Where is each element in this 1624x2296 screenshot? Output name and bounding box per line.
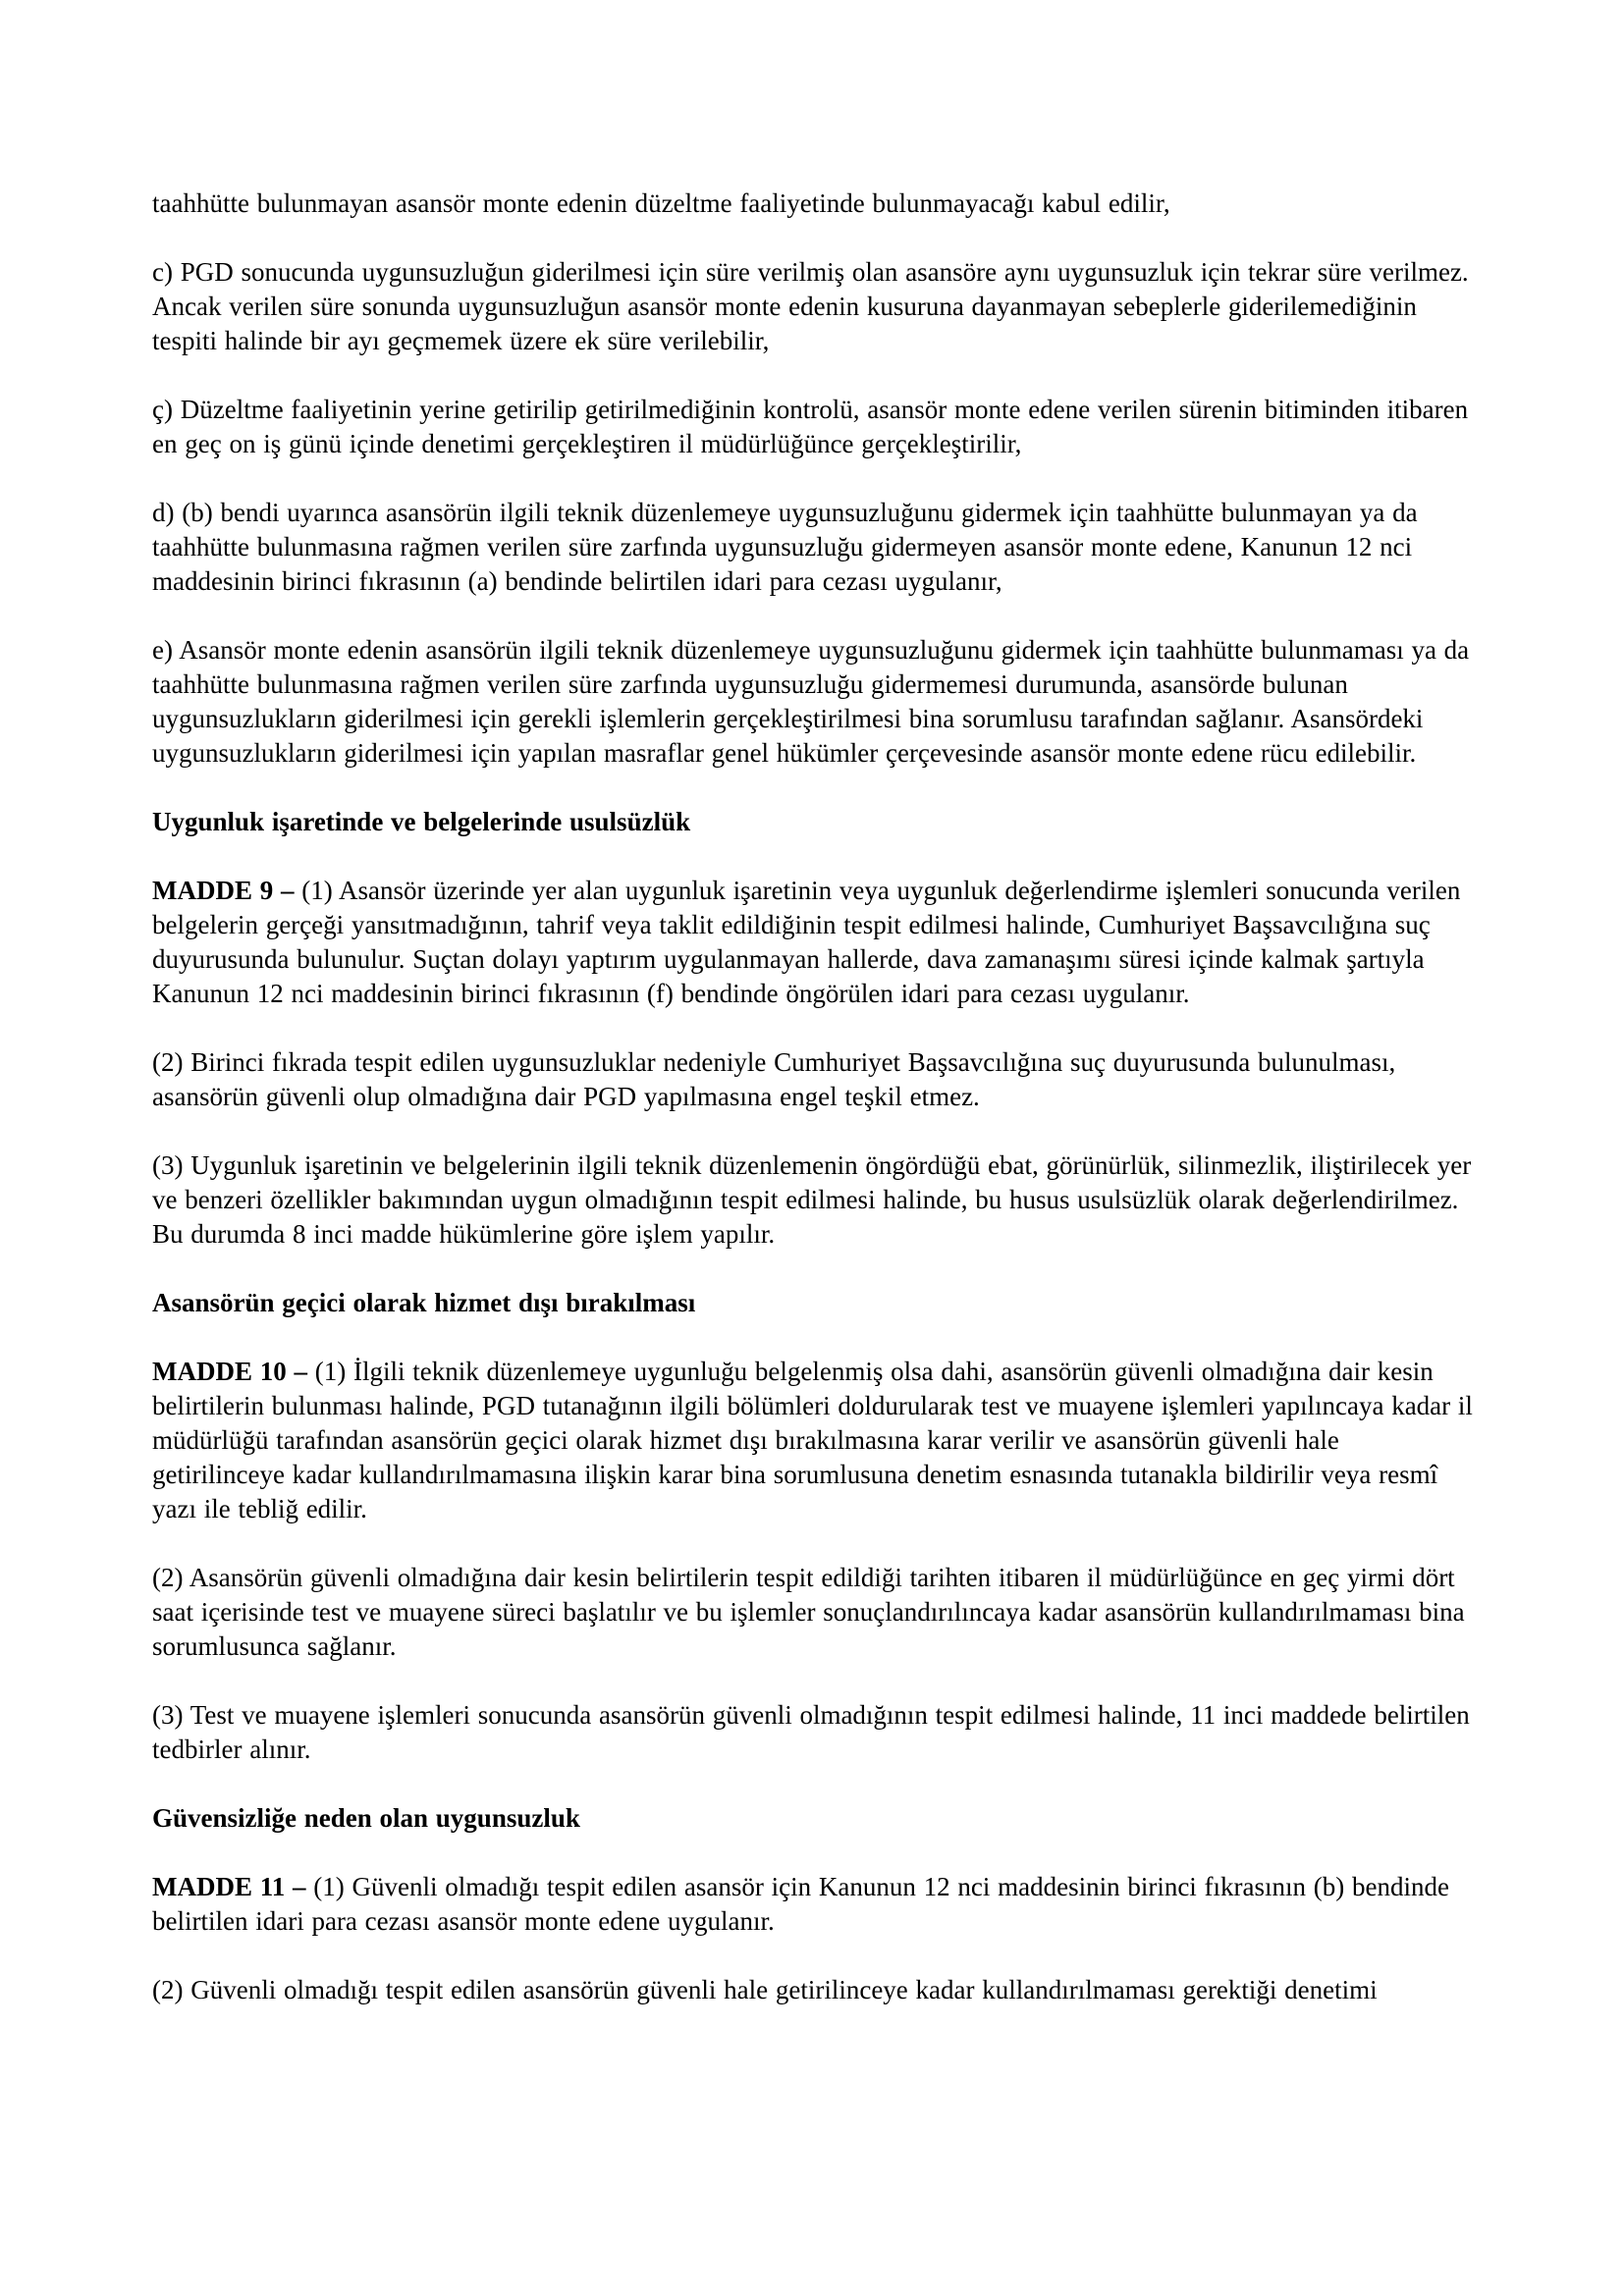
paragraph: e) Asansör monte edenin asansörün ilgili teknik düzenlemeye uygunsuzluğunu gidermek için taahhütte bulunmaması ya da taahhütte bulunmasına rağmen verilen süre zarfında uygunsuzluğu gidermemesi durumunda, asansörde bulunan uygunsuzlukların giderilmesi için gerekli işlemlerin gerçekleştirilmesi bina sorumlusu tarafından sağlanır. Asansördeki uygunsuzlukların giderilmesi için yapılan masraflar genel hükümler çerçevesinde asansör monte edene rücu edilebilir. [152, 635, 1470, 768]
paragraph: MADDE 10 – (1) İlgili teknik düzenlemeye uygunluğu belgelenmiş olsa dahi, asansörün güvenli olmadığına dair kesin belirtilerin bulunması halinde, PGD tutanağının ilgili bölümleri doldurularak test ve muayene işlemleri yapılıncaya kadar il müdürlüğü tarafından asansörün geçici olarak hizmet dışı bırakılmasına karar verilir ve asansörün güvenli hale getirilinceye kadar kullandırılmamasına ilişkin karar bina sorumlusuna denetim esnasında tutanakla bildirilir veya resmî yazı ile tebliğ edilir. [152, 1357, 1473, 1523]
article-number: MADDE 11 – [152, 1872, 314, 1901]
paragraph: (2) Güvenli olmadığı tespit edilen asansörün güvenli hale getirilinceye kadar kullandırılmaması gerektiği denetimi [152, 1975, 1378, 2004]
paragraph: d) (b) bendi uyarınca asansörün ilgili teknik düzenlemeye uygunsuzluğunu gidermek için taahhütte bulunmayan ya da taahhütte bulunmasına rağmen verilen süre zarfında uygunsuzluğu gidermeyen asansör monte edene, Kanunun 12 nci maddesinin birinci fıkrasının (a) bendinde belirtilen idari para cezası uygulanır, [152, 498, 1418, 596]
section-heading: Uygunluk işaretinde ve belgelerinde usulsüzlük [152, 807, 691, 836]
paragraph: MADDE 9 – (1) Asansör üzerinde yer alan uygunluk işaretinin veya uygunluk değerlendirme işlemleri sonucunda verilen belgelerin gerçeği yansıtmadığının, tahrif veya taklit edildiğinin tespit edilmesi halinde, Cumhuriyet Başsavcılığına suç duyurusunda bulunulur. Suçtan dolayı yaptırım uygulanmayan hallerde, dava zamanaşımı süresi içinde kalmak şartıyla Kanunun 12 nci maddesinin birinci fıkrasının (f) bendinde öngörülen idari para cezası uygulanır. [152, 876, 1461, 1008]
paragraph: (2) Asansörün güvenli olmadığına dair kesin belirtilerin tespit edildiği tarihten itibaren il müdürlüğünce en geç yirmi dört saat içerisinde test ve muayene süreci başlatılır ve bu işlemler sonuçlandırılıncaya kadar asansörün kullandırılmaması bina sorumlusunca sağlanır. [152, 1563, 1465, 1661]
article-number: MADDE 10 – [152, 1357, 315, 1386]
document-body [152, 187, 1479, 2007]
paragraph: (3) Test ve muayene işlemleri sonucunda asansörün güvenli olmadığının tespit edilmesi halinde, 11 inci maddede belirtilen tedbirler alınır. [152, 1700, 1470, 1764]
paragraph: (2) Birinci fıkrada tespit edilen uygunsuzluklar nedeniyle Cumhuriyet Başsavcılığına suç duyurusunda bulunulması, asansörün güvenli olup olmadığına dair PGD yapılmasına engel teşkil etmez. [152, 1047, 1396, 1111]
section-heading: Asansörün geçici olarak hizmet dışı bırakılması [152, 1288, 696, 1317]
paragraph: MADDE 11 – (1) Güvenli olmadığı tespit edilen asansör için Kanunun 12 nci maddesinin birinci fıkrasının (b) bendinde belirtilen idari para cezası asansör monte edene uygulanır. [152, 1872, 1449, 1936]
paragraph: (3) Uygunluk işaretinin ve belgelerinin ilgili teknik düzenlemenin öngördüğü ebat, görünürlük, silinmezlik, iliştirilecek yer ve benzeri özellikler bakımından uygun olmadığının tespit edilmesi halinde, bu husus usulsüzlük olarak değerlendirilmez. Bu durumda 8 inci madde hükümlerine göre işlem yapılır. [152, 1150, 1472, 1249]
section-heading: Güvensizliğe neden olan uygunsuzluk [152, 1803, 580, 1833]
paragraph: ç) Düzeltme faaliyetinin yerine getirilip getirilmediğinin kontrolü, asansör monte edene verilen sürenin bitiminden itibaren en geç on iş günü içinde denetimi gerçekleştiren il müdürlüğünce gerçekleştirilir, [152, 395, 1469, 458]
paragraph: c) PGD sonucunda uygunsuzluğun giderilmesi için süre verilmiş olan asansöre aynı uygunsuzluk için tekrar süre verilmez. Ancak verilen süre sonunda uygunsuzluğun asansör monte edenin kusuruna dayanmayan sebeplerle giderilemediğinin tespiti halinde bir ayı geçmemek üzere ek süre verilebilir, [152, 257, 1469, 355]
paragraph: taahhütte bulunmayan asansör monte edenin düzeltme faaliyetinde bulunmayacağı kabul edilir, [152, 188, 1170, 218]
article-number: MADDE 9 – [152, 876, 302, 905]
